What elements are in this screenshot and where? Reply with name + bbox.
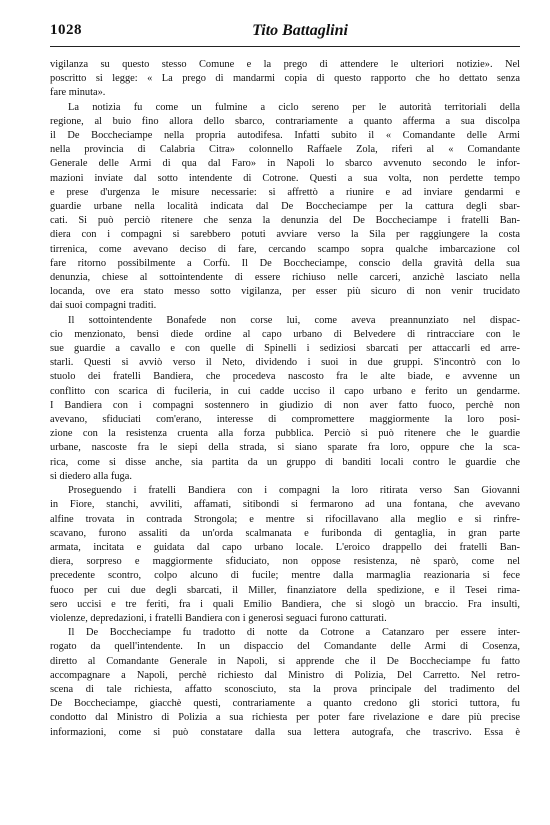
text-line: condotto dal Ministro di Polizia a sua richiesta per poter fare rivelazione e dare più precise <box>50 712 520 724</box>
body-text <box>50 58 520 740</box>
paragraph <box>50 101 520 314</box>
text-line: I Bandiera con i compagni sostennero in giudizio di non aver fatto fuoco, perchè non <box>50 399 520 411</box>
paragraph <box>50 314 520 484</box>
text-line: nella provincia di Calabria Citra» colonnello Raffaele Zola, riferì al « Comandante <box>50 144 520 156</box>
text-line: De Boccheciampe, giacchè questi, contrariamente a quanto credono gli storici tuttora, fu <box>50 698 520 710</box>
text-line: cati. Si può perciò ritenere che senza la denunzia del De Boccheciampe i fratelli Ban- <box>50 215 520 227</box>
text-line: sue guardie a cavallo e con quelle di Spinelli i sediziosi sbarcati per attaccarli ed arre- <box>50 343 520 355</box>
text-line: accompagnare a Napoli, perchè richiesto dal Ministro di Polizia, Del Carretto. Nel retro- <box>50 669 520 681</box>
text-line: urbane, nascoste fra le siepi della strada, si siano sparate fra loro, oppure che la sca- <box>50 442 520 454</box>
text-line: conflitto con scarica di fucileria, in cui cadde ucciso il capo urbano e ferito un gendarme. <box>50 385 520 397</box>
text-line: si diedero alla fuga. <box>50 470 132 482</box>
text-line: precedente scontro, colpo alcuno di fucile; mentre dalla marmaglia reazionaria si fece <box>50 570 520 582</box>
header-rule <box>50 46 520 47</box>
text-line: denunzia, chiese al sottointendente di essere richiuso nelle carceri, anzichè lasciato nella <box>50 272 520 284</box>
text-line: Il De Boccheciampe fu tradotto di notte da Cotrone a Catanzaro per essere inter- <box>68 627 520 639</box>
text-line: guardie urbane nella località indicata dal De Boccheciampe per la cattura degli sbar- <box>50 201 520 213</box>
text-line: regione, al buio fino allora dello sbarco, contrariamente a quanto afferma a sua discolpa <box>50 115 520 127</box>
text-line: tirrenica, come avevano deciso di fare, cercando scampo sopra qualche imbarcazione col <box>50 243 520 255</box>
text-line: starli. Questi si avviò verso il Neto, dividendo i suoi in due gruppi. S'incontrò con lo <box>50 357 520 369</box>
text-line: fuoco per cui due degli sbarcati, il Miller, finanziatore della spedizione, e il Tesei rima- <box>50 584 520 596</box>
text-line: scavano, furono assaliti da un'orda scalmanata e furibonda di gentaglia, in gran parte <box>50 527 520 539</box>
text-line: alfine trovata in contrada Strongola; e mentre si rifocillavano alla meglio e si rinfre- <box>50 513 520 525</box>
text-line: rogato da quell'intendente. In un dispaccio del Comandante delle Armi di Cosenza, <box>50 641 520 653</box>
text-line: dai suoi compagni traditi. <box>50 300 157 312</box>
paragraph <box>50 626 520 740</box>
text-line: poscritto si legge: « La prego di mandarmi copia di questo rapporto che ho dettato senza <box>50 73 520 85</box>
text-line: cio menzionato, bensì diede ordine al capo urbano di Belvedere di rintracciare con le <box>50 328 520 340</box>
text-line: vigilanza su questo stesso Comune e la prego di attendere le ulteriori notizie». Nel <box>50 59 520 70</box>
text-line: mazioni inviate dal sotto intendente di Cotrone. Questi a sua volta, non perdette tempo <box>50 172 520 184</box>
text-line: zione con la resistenza cruenta alla forza pubblica. Perciò si può ritenere che le guardie <box>50 428 520 440</box>
text-line: stuolo dei fratelli Bandiera, che procedeva nascosto fra le alte biade, e avvenne un <box>50 371 520 383</box>
text-line: locanda, ove era stato messo sotto vigilanza, per esser più sicuro di non venir trucidato <box>50 286 520 298</box>
text-line: diera, sorpreso e maggiormente sfiduciato, non oppose resistenza, nè sparò, come nel <box>50 556 520 568</box>
text-line: Proseguendo i fratelli Bandiera con i compagni la loro ritirata verso San Giovanni <box>68 485 520 497</box>
text-line: Generale delle Armi di qua dal Faro» in Napoli lo sbarco avvenuto secondo le infor- <box>50 158 520 170</box>
text-line: fare minuta». <box>50 87 106 99</box>
text-line: diretto al Comandante Generale in Napoli, si apprende che il De Boccheciampe fu fatto <box>50 655 520 667</box>
text-line: diera con i compagni si sarebbero potuti avviare verso la Sila per raggiungere la costa <box>50 229 520 241</box>
text-line: rica, come si disse anche, sia partita da un gruppo di banditi locali contro le guardie che <box>50 456 520 468</box>
text-line: e prese d'urgenza le misure necessarie: si affrettò a riunire e ad inviare gendarmi e <box>50 186 520 198</box>
text-line: armata, incitata e guidata dal capo urbano locale. L'eroico drappello dei fratelli Ban- <box>50 541 520 553</box>
text-line: scena di tale richiesta, affatto sconosciuto, sta la prova principale del tradimento del <box>50 683 520 695</box>
page-header <box>50 22 520 46</box>
text-line: avevano, sfiduciati com'erano, interesse di compromettere maggiormente la loro posi- <box>50 414 520 426</box>
paragraph <box>50 58 520 101</box>
text-line: sero uccisi e tre feriti, fra i quali Emilio Bandiera, che si slogò un braccio. Fra insulti, <box>50 598 520 610</box>
text-line: violenze, depredazioni, i fratelli Bandiera con i generosi seguaci furono catturati. <box>50 612 387 624</box>
text-line: fare ritorno possibilmente a Corfù. Il De Boccheciampe, conscio della gravità della sua <box>50 257 520 269</box>
text-line: La notizia fu come un fulmine a ciclo sereno per le autorità territoriali della <box>68 101 520 113</box>
text-line: il De Boccheciampe nella propria autodifesa. Infatti subito il « Comandante delle Armi <box>50 130 520 142</box>
page-number: 1028 <box>50 22 82 38</box>
text-line: informazioni, come si può constatare dalla sua lettera autografa, che trascrivo. Essa è <box>50 726 520 738</box>
text-line: Il sottointendente Bonafede non corse lui, come aveva preannunziato nel dispac- <box>68 314 520 326</box>
paragraph <box>50 484 520 626</box>
text-line: in Fiore, stanchi, avviliti, affamati, sitibondi si fermarono ad una fontana, che avevano <box>50 499 520 511</box>
running-head: Tito Battaglini <box>252 22 348 39</box>
